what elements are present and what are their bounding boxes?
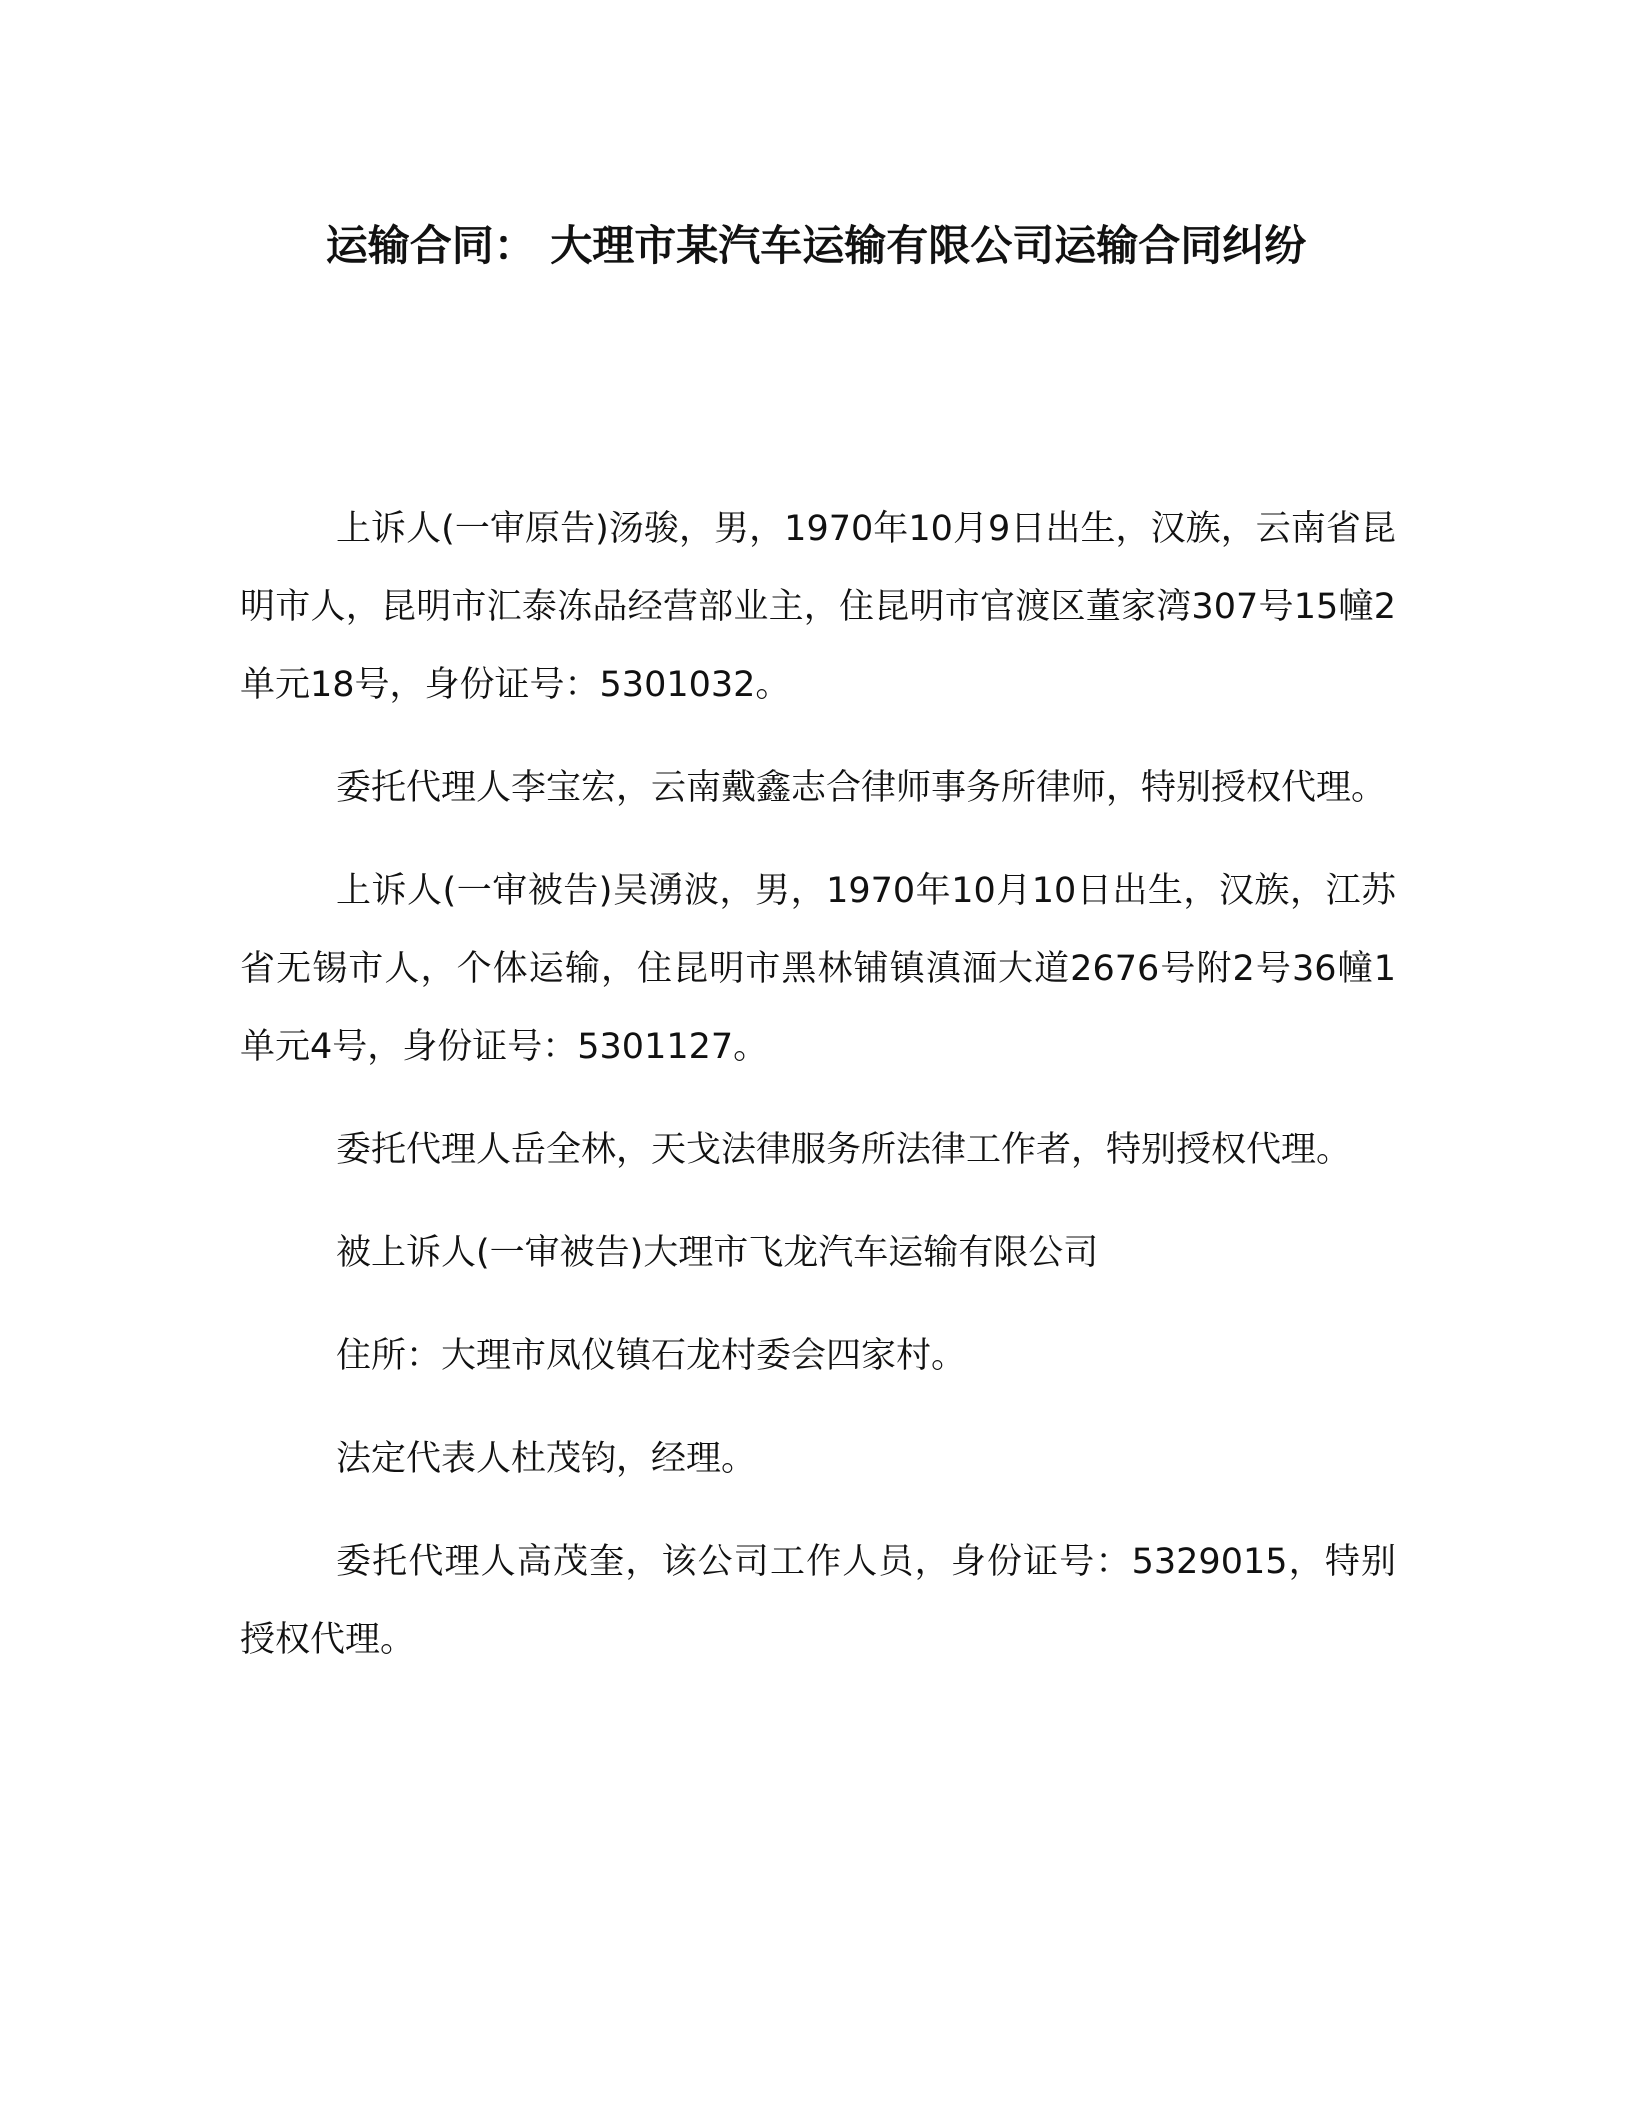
party-appellee: 被上诉人(一审被告)大理市飞龙汽车运输有限公司 [336,1233,1099,1273]
agent-appellant-2: 委托代理人岳全林，天戈法律服务所法律工作者，特别授权代理。 [336,1130,1352,1170]
party-appellant-2: 上诉人(一审被告)吴湧波，男，1970年10月10日出生，汉族，江苏省无锡市人，个体运输，住昆明市黑林铺镇滇湎大道2676号附2号36幢1单元4号，身份证号：5301127。 [240,871,1396,1067]
party-appellant-1: 上诉人(一审原告)汤骏，男，1970年10月9日出生，汉族，云南省昆明市人，昆明市汇泰冻品经营部业主，住昆明市官渡区董家湾307号15幢2单元18号，身份证号：5301032。 [240,509,1396,705]
legal-representative: 法定代表人杜茂钧，经理。 [336,1439,757,1479]
document-body [240,490,1396,1704]
document-title: 运输合同： 大理市某汽车运输有限公司运输合同纠纷 [325,221,1307,270]
agent-appellee: 委托代理人高茂奎，该公司工作人员，身份证号：5329015，特别授权代理。 [240,1542,1396,1660]
appellee-address: 住所：大理市凤仪镇石龙村委会四家村。 [336,1336,967,1376]
agent-appellant-1: 委托代理人李宝宏，云南戴鑫志合律师事务所律师，特别授权代理。 [336,768,1387,808]
